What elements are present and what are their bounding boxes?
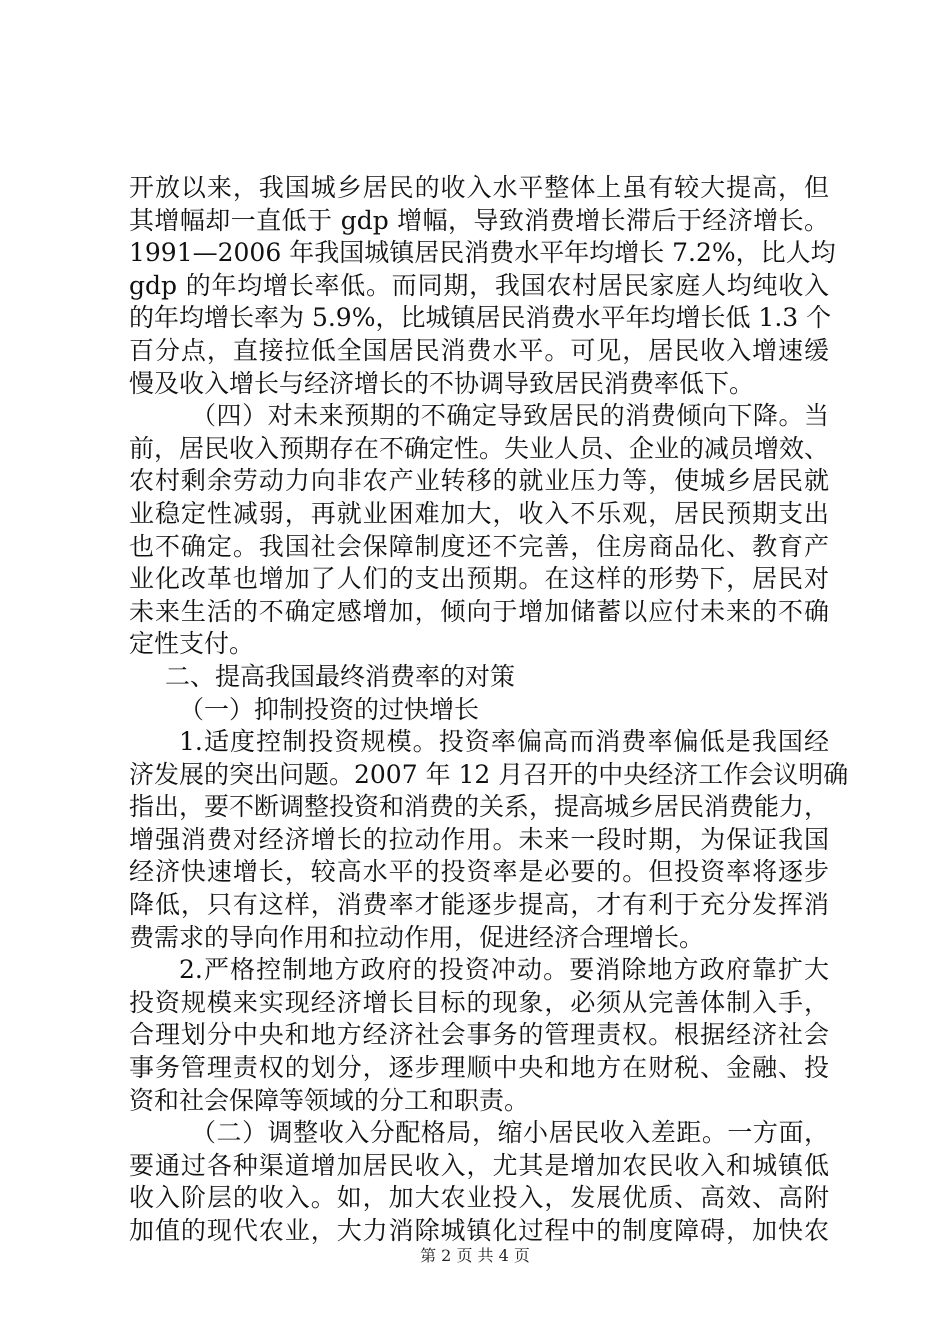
text-line: 开放以来，我国城乡居民的收入水平整体上虽有较大提高，但 bbox=[129, 173, 829, 202]
text-line: 前，居民收入预期存在不确定性。失业人员、企业的减员增效、 bbox=[129, 433, 830, 463]
text-line: 慢及收入增长与经济增长的不协调导致居民消费率低下。 bbox=[129, 368, 755, 398]
paragraph-start: 2.严格控制地方政府的投资冲动。要消除地方政府靠扩大 bbox=[179, 955, 829, 985]
text-line: 经济快速增长，较高水平的投资率是必要的。但投资率将逐步 bbox=[129, 857, 829, 887]
text-line: 要通过各种渠道增加居民收入，尤其是增加农民收入和城镇低 bbox=[129, 1150, 829, 1180]
text-line: 百分点，直接拉低全国居民消费水平。可见，居民收入增速缓 bbox=[129, 335, 829, 365]
paragraph-start: 1.适度控制投资规模。投资率偏高而消费率偏低是我国经 bbox=[179, 727, 829, 757]
text-line: 资和社会保障等领域的分工和职责。 bbox=[129, 1085, 530, 1115]
text-line: 加值的现代农业，大力消除城镇化过程中的制度障碍，加快农 bbox=[129, 1216, 829, 1245]
text-line: 业稳定性减弱，再就业困难加大，收入不乐观，居民预期支出 bbox=[129, 498, 829, 528]
section-heading: 二、提高我国最终消费率的对策 bbox=[165, 661, 516, 691]
text-line: 降低，只有这样，消费率才能逐步提高，才有利于充分发挥消 bbox=[129, 890, 829, 920]
subsection-heading: （一）抑制投资的过快增长 bbox=[179, 694, 480, 724]
text-line: 其增幅却一直低于 gdp 增幅，导致消费增长滞后于经济增长。 bbox=[129, 205, 829, 235]
text-line: 的年均增长率为 5.9%，比城镇居民消费水平年均增长低 1.3 个 bbox=[129, 303, 832, 333]
page-number-footer: 第 2 页 共 4 页 bbox=[420, 1246, 530, 1265]
text-line: 投资规模来实现经济增长目标的现象，必须从完善体制入手， bbox=[129, 987, 829, 1017]
text-line: 业化改革也增加了人们的支出预期。在这样的形势下，居民对 bbox=[129, 564, 829, 594]
text-line: 未来生活的不确定感增加，倾向于增加储蓄以应付未来的不确 bbox=[129, 596, 829, 626]
text-line: 定性支付。 bbox=[129, 629, 255, 659]
text-line: 农村剩余劳动力向非农产业转移的就业压力等，使城乡居民就 bbox=[129, 466, 829, 496]
paragraph-start: （二）调整收入分配格局，缩小居民收入差距。一方面， bbox=[191, 1118, 829, 1148]
text-line: 费需求的导向作用和拉动作用，促进经济合理增长。 bbox=[129, 922, 705, 952]
text-line: 济发展的突出问题。2007 年 12 月召开的中央经济工作会议明确 bbox=[129, 759, 849, 789]
text-line: 指出，要不断调整投资和消费的关系，提高城乡居民消费能力， bbox=[129, 792, 830, 822]
text-line: 事务管理责权的划分，逐步理顺中央和地方在财税、金融、投 bbox=[129, 1053, 829, 1083]
text-line: 1991—2006 年我国城镇居民消费水平年均增长 7.2%，比人均 bbox=[129, 238, 836, 268]
text-line: 合理划分中央和地方经济社会事务的管理责权。根据经济社会 bbox=[129, 1020, 829, 1050]
paragraph-start: （四）对未来预期的不确定导致居民的消费倾向下降。当 bbox=[191, 401, 829, 431]
text-line: gdp 的年均增长率低。而同期，我国农村居民家庭人均纯收入 bbox=[129, 270, 829, 300]
text-line: 收入阶层的收入。如，加大农业投入，发展优质、高效、高附 bbox=[129, 1183, 829, 1213]
text-line: 增强消费对经济增长的拉动作用。未来一段时期，为保证我国 bbox=[129, 824, 829, 854]
body-text bbox=[129, 172, 849, 1248]
text-line: 也不确定。我国社会保障制度还不完善，住房商品化、教育产 bbox=[129, 531, 829, 561]
